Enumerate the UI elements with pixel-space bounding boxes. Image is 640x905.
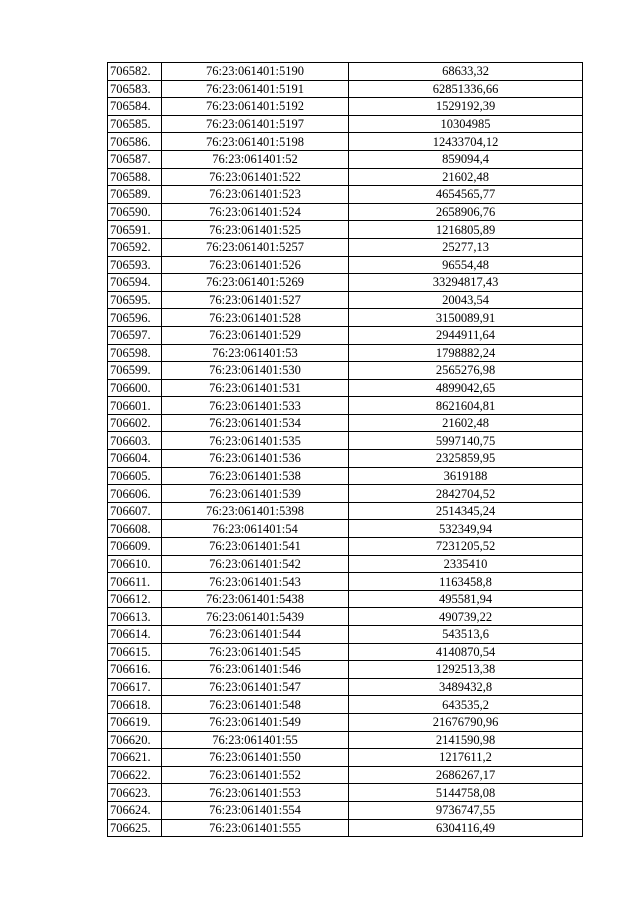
cadastral-value-cell: 2842704,52 [349, 485, 583, 503]
row-number-cell: 706615. [108, 643, 162, 661]
table-row [108, 186, 583, 204]
cadastral-number-cell: 76:23:061401:5190 [162, 63, 349, 81]
row-number-cell: 706590. [108, 203, 162, 221]
cadastral-number-cell: 76:23:061401:543 [162, 573, 349, 591]
cadastral-value-cell: 96554,48 [349, 256, 583, 274]
row-number-cell: 706597. [108, 326, 162, 344]
cadastral-number-cell: 76:23:061401:52 [162, 150, 349, 168]
cadastral-number-cell: 76:23:061401:547 [162, 678, 349, 696]
cadastral-value-cell: 7231205,52 [349, 538, 583, 556]
row-number-cell: 706619. [108, 713, 162, 731]
table-row [108, 643, 583, 661]
row-number-cell: 706623. [108, 784, 162, 802]
row-number-cell: 706599. [108, 362, 162, 380]
table-row [108, 256, 583, 274]
cadastral-value-cell: 8621604,81 [349, 397, 583, 415]
row-number-cell: 706588. [108, 168, 162, 186]
table-row [108, 608, 583, 626]
table-row [108, 573, 583, 591]
table-row [108, 502, 583, 520]
cadastral-number-cell: 76:23:061401:531 [162, 379, 349, 397]
table-row [108, 98, 583, 116]
cadastral-value-cell: 68633,32 [349, 63, 583, 81]
row-number-cell: 706621. [108, 749, 162, 767]
cadastral-number-cell: 76:23:061401:548 [162, 696, 349, 714]
table-row [108, 291, 583, 309]
cadastral-number-cell: 76:23:061401:5438 [162, 590, 349, 608]
cadastral-number-cell: 76:23:061401:54 [162, 520, 349, 538]
cadastral-number-cell: 76:23:061401:526 [162, 256, 349, 274]
cadastral-value-cell: 25277,13 [349, 238, 583, 256]
row-number-cell: 706583. [108, 80, 162, 98]
table-row [108, 362, 583, 380]
row-number-cell: 706584. [108, 98, 162, 116]
cadastral-number-cell: 76:23:061401:523 [162, 186, 349, 204]
row-number-cell: 706591. [108, 221, 162, 239]
cadastral-number-cell: 76:23:061401:5198 [162, 133, 349, 151]
table-row [108, 326, 583, 344]
cadastral-value-cell: 4654565,77 [349, 186, 583, 204]
cadastral-number-cell: 76:23:061401:5398 [162, 502, 349, 520]
cadastral-value-cell: 21602,48 [349, 168, 583, 186]
cadastral-number-cell: 76:23:061401:552 [162, 766, 349, 784]
cadastral-value-cell: 5144758,08 [349, 784, 583, 802]
row-number-cell: 706622. [108, 766, 162, 784]
cadastral-value-cell: 1163458,8 [349, 573, 583, 591]
cadastral-value-table [107, 62, 583, 837]
cadastral-number-cell: 76:23:061401:533 [162, 397, 349, 415]
table-row [108, 115, 583, 133]
table-row [108, 203, 583, 221]
row-number-cell: 706607. [108, 502, 162, 520]
row-number-cell: 706618. [108, 696, 162, 714]
cadastral-number-cell: 76:23:061401:522 [162, 168, 349, 186]
cadastral-number-cell: 76:23:061401:539 [162, 485, 349, 503]
row-number-cell: 706605. [108, 467, 162, 485]
cadastral-value-cell: 12433704,12 [349, 133, 583, 151]
cadastral-number-cell: 76:23:061401:534 [162, 414, 349, 432]
table-row [108, 238, 583, 256]
row-number-cell: 706610. [108, 555, 162, 573]
cadastral-value-cell: 2335410 [349, 555, 583, 573]
cadastral-number-cell: 76:23:061401:545 [162, 643, 349, 661]
row-number-cell: 706606. [108, 485, 162, 503]
row-number-cell: 706609. [108, 538, 162, 556]
cadastral-number-cell: 76:23:061401:5197 [162, 115, 349, 133]
cadastral-value-cell: 2565276,98 [349, 362, 583, 380]
cadastral-number-cell: 76:23:061401:535 [162, 432, 349, 450]
table-row [108, 397, 583, 415]
table-row [108, 520, 583, 538]
cadastral-value-cell: 2686267,17 [349, 766, 583, 784]
cadastral-value-cell: 643535,2 [349, 696, 583, 714]
table-row [108, 766, 583, 784]
row-number-cell: 706586. [108, 133, 162, 151]
table-row [108, 432, 583, 450]
cadastral-number-cell: 76:23:061401:555 [162, 819, 349, 837]
table-row [108, 150, 583, 168]
table-row [108, 784, 583, 802]
table-row [108, 133, 583, 151]
cadastral-number-cell: 76:23:061401:5439 [162, 608, 349, 626]
cadastral-value-cell: 62851336,66 [349, 80, 583, 98]
cadastral-number-cell: 76:23:061401:529 [162, 326, 349, 344]
row-number-cell: 706596. [108, 309, 162, 327]
cadastral-number-cell: 76:23:061401:541 [162, 538, 349, 556]
cadastral-value-cell: 5997140,75 [349, 432, 583, 450]
cadastral-value-cell: 21602,48 [349, 414, 583, 432]
cadastral-value-cell: 3150089,91 [349, 309, 583, 327]
table-row [108, 801, 583, 819]
row-number-cell: 706601. [108, 397, 162, 415]
cadastral-value-cell: 490739,22 [349, 608, 583, 626]
cadastral-value-cell: 532349,94 [349, 520, 583, 538]
cadastral-number-cell: 76:23:061401:525 [162, 221, 349, 239]
table-body [108, 63, 583, 837]
cadastral-value-cell: 3489432,8 [349, 678, 583, 696]
row-number-cell: 706616. [108, 661, 162, 679]
cadastral-number-cell: 76:23:061401:5191 [162, 80, 349, 98]
row-number-cell: 706608. [108, 520, 162, 538]
row-number-cell: 706595. [108, 291, 162, 309]
cadastral-value-cell: 2944911,64 [349, 326, 583, 344]
table-row [108, 309, 583, 327]
cadastral-value-cell: 20043,54 [349, 291, 583, 309]
row-number-cell: 706602. [108, 414, 162, 432]
row-number-cell: 706592. [108, 238, 162, 256]
cadastral-number-cell: 76:23:061401:550 [162, 749, 349, 767]
row-number-cell: 706585. [108, 115, 162, 133]
row-number-cell: 706587. [108, 150, 162, 168]
cadastral-value-cell: 9736747,55 [349, 801, 583, 819]
cadastral-value-cell: 495581,94 [349, 590, 583, 608]
cadastral-value-cell: 2141590,98 [349, 731, 583, 749]
row-number-cell: 706604. [108, 450, 162, 468]
table-row [108, 63, 583, 81]
row-number-cell: 706593. [108, 256, 162, 274]
cadastral-value-cell: 6304116,49 [349, 819, 583, 837]
cadastral-value-cell: 1292513,38 [349, 661, 583, 679]
table-row [108, 555, 583, 573]
cadastral-number-cell: 76:23:061401:53 [162, 344, 349, 362]
cadastral-number-cell: 76:23:061401:544 [162, 626, 349, 644]
cadastral-number-cell: 76:23:061401:55 [162, 731, 349, 749]
cadastral-value-cell: 2325859,95 [349, 450, 583, 468]
row-number-cell: 706603. [108, 432, 162, 450]
cadastral-value-cell: 4140870,54 [349, 643, 583, 661]
cadastral-value-cell: 3619188 [349, 467, 583, 485]
table-row [108, 168, 583, 186]
row-number-cell: 706617. [108, 678, 162, 696]
table-row [108, 414, 583, 432]
cadastral-number-cell: 76:23:061401:553 [162, 784, 349, 802]
table-row [108, 713, 583, 731]
cadastral-value-cell: 4899042,65 [349, 379, 583, 397]
cadastral-value-cell: 1798882,24 [349, 344, 583, 362]
row-number-cell: 706582. [108, 63, 162, 81]
cadastral-value-cell: 2658906,76 [349, 203, 583, 221]
table-row [108, 274, 583, 292]
table-row [108, 590, 583, 608]
cadastral-value-cell: 1529192,39 [349, 98, 583, 116]
cadastral-number-cell: 76:23:061401:5257 [162, 238, 349, 256]
cadastral-value-cell: 10304985 [349, 115, 583, 133]
row-number-cell: 706620. [108, 731, 162, 749]
table-row [108, 379, 583, 397]
cadastral-number-cell: 76:23:061401:524 [162, 203, 349, 221]
row-number-cell: 706624. [108, 801, 162, 819]
table-row [108, 819, 583, 837]
table-row [108, 450, 583, 468]
row-number-cell: 706611. [108, 573, 162, 591]
table-row [108, 80, 583, 98]
cadastral-number-cell: 76:23:061401:528 [162, 309, 349, 327]
cadastral-value-cell: 21676790,96 [349, 713, 583, 731]
table-row [108, 661, 583, 679]
cadastral-number-cell: 76:23:061401:530 [162, 362, 349, 380]
cadastral-value-cell: 1217611,2 [349, 749, 583, 767]
row-number-cell: 706598. [108, 344, 162, 362]
cadastral-value-cell: 543513,6 [349, 626, 583, 644]
cadastral-number-cell: 76:23:061401:536 [162, 450, 349, 468]
table-row [108, 485, 583, 503]
cadastral-number-cell: 76:23:061401:5269 [162, 274, 349, 292]
row-number-cell: 706600. [108, 379, 162, 397]
cadastral-number-cell: 76:23:061401:554 [162, 801, 349, 819]
table-row [108, 538, 583, 556]
row-number-cell: 706613. [108, 608, 162, 626]
cadastral-value-cell: 1216805,89 [349, 221, 583, 239]
cadastral-number-cell: 76:23:061401:5192 [162, 98, 349, 116]
row-number-cell: 706594. [108, 274, 162, 292]
cadastral-number-cell: 76:23:061401:538 [162, 467, 349, 485]
cadastral-value-cell: 859094,4 [349, 150, 583, 168]
row-number-cell: 706589. [108, 186, 162, 204]
table-row [108, 344, 583, 362]
cadastral-number-cell: 76:23:061401:527 [162, 291, 349, 309]
row-number-cell: 706612. [108, 590, 162, 608]
table-row [108, 678, 583, 696]
row-number-cell: 706625. [108, 819, 162, 837]
cadastral-value-cell: 33294817,43 [349, 274, 583, 292]
table-row [108, 626, 583, 644]
table-row [108, 731, 583, 749]
cadastral-number-cell: 76:23:061401:546 [162, 661, 349, 679]
table-row [108, 696, 583, 714]
cadastral-number-cell: 76:23:061401:549 [162, 713, 349, 731]
table-row [108, 221, 583, 239]
cadastral-value-cell: 2514345,24 [349, 502, 583, 520]
row-number-cell: 706614. [108, 626, 162, 644]
cadastral-number-cell: 76:23:061401:542 [162, 555, 349, 573]
table-row [108, 467, 583, 485]
table-row [108, 749, 583, 767]
